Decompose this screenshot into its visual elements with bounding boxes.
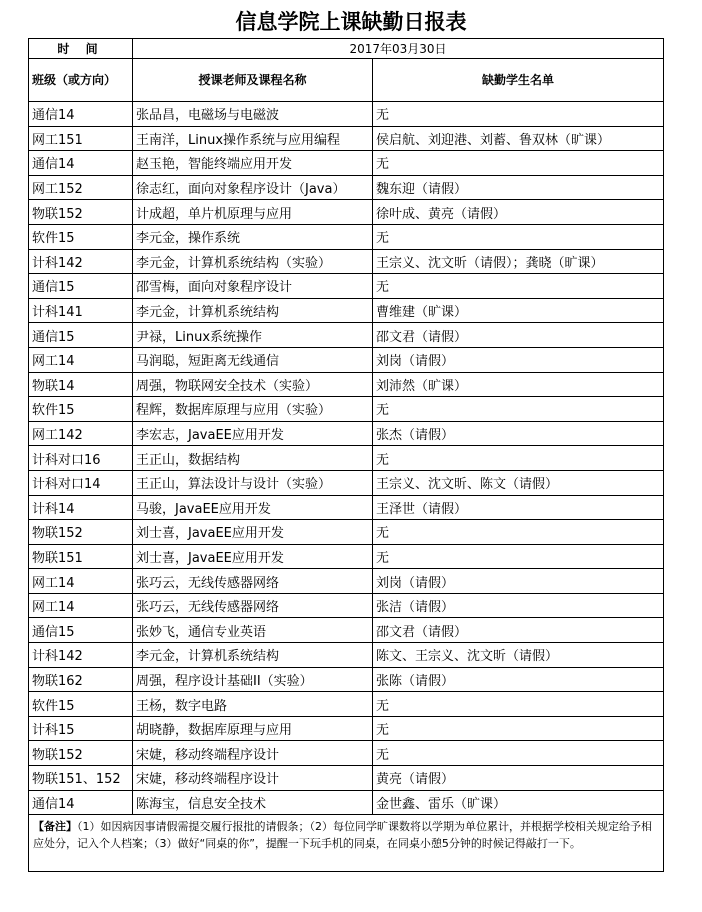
table-row (29, 298, 664, 323)
row-teacher-course: 王正山，算法设计与设计（实验） (133, 470, 373, 495)
row-class: 物联152 (29, 520, 133, 545)
row-class: 物联152 (29, 741, 133, 766)
row-absent-students: 王泽世（请假） (373, 495, 664, 520)
row-absent-students: 无 (373, 397, 664, 422)
time-row (29, 39, 664, 59)
row-absent-students: 金世鑫、雷乐（旷课） (373, 790, 664, 815)
row-absent-students: 无 (373, 716, 664, 741)
row-absent-students: 陈文、王宗义、沈文昕（请假） (373, 643, 664, 668)
row-absent-students: 刘岗（请假） (373, 569, 664, 594)
row-absent-students: 无 (373, 446, 664, 471)
table-row (29, 224, 664, 249)
note-text: （1）如因病因事请假需提交履行报批的请假条；（2）每位同学旷课数将以学期为单位累计，并根据学校相关规定给予相应处分，记入个人档案；（3）做好“同桌的你”，提醒一下玩手机的同桌，在同桌小憩5分钟的时候记得敲打一下。 (33, 820, 652, 851)
row-absent-students: 无 (373, 692, 664, 717)
row-teacher-course: 宋婕，移动终端程序设计 (133, 766, 373, 791)
table-row (29, 790, 664, 815)
table-row (29, 495, 664, 520)
row-teacher-course: 邵雪梅，面向对象程序设计 (133, 274, 373, 299)
table-row (29, 667, 664, 692)
row-absent-students: 邵文君（请假） (373, 618, 664, 643)
row-class: 软件15 (29, 397, 133, 422)
table-row (29, 323, 664, 348)
row-teacher-course: 李元金，操作系统 (133, 224, 373, 249)
header-class: 班级（或方向） (29, 59, 133, 102)
row-class: 通信14 (29, 102, 133, 127)
row-class: 计科141 (29, 298, 133, 323)
table-row (29, 249, 664, 274)
table-row (29, 766, 664, 791)
table-row (29, 618, 664, 643)
row-teacher-course: 赵玉艳，智能终端应用开发 (133, 151, 373, 176)
row-absent-students: 张陈（请假） (373, 667, 664, 692)
row-absent-students: 张杰（请假） (373, 421, 664, 446)
note-label: 【备注】 (33, 820, 77, 834)
row-class: 网工14 (29, 569, 133, 594)
row-absent-students: 无 (373, 224, 664, 249)
table-row (29, 151, 664, 176)
row-class: 网工152 (29, 175, 133, 200)
row-class: 计科142 (29, 249, 133, 274)
row-class: 物联162 (29, 667, 133, 692)
row-teacher-course: 李元金，计算机系统结构 (133, 643, 373, 668)
header-absent-students: 缺勤学生名单 (373, 59, 664, 102)
table-row (29, 200, 664, 225)
attendance-table (28, 38, 664, 872)
row-absent-students: 刘沛然（旷课） (373, 372, 664, 397)
row-class: 软件15 (29, 692, 133, 717)
row-class: 网工142 (29, 421, 133, 446)
row-class: 计科15 (29, 716, 133, 741)
table-row (29, 347, 664, 372)
row-teacher-course: 宋婕，移动终端程序设计 (133, 741, 373, 766)
row-class: 物联151 (29, 544, 133, 569)
row-class: 通信14 (29, 790, 133, 815)
row-class: 通信15 (29, 618, 133, 643)
row-class: 网工14 (29, 347, 133, 372)
row-class: 网工14 (29, 593, 133, 618)
row-class: 物联14 (29, 372, 133, 397)
row-teacher-course: 徐志红，面向对象程序设计（Java） (133, 175, 373, 200)
row-absent-students: 王宗义、沈文昕（请假）；龚晓（旷课） (373, 249, 664, 274)
note-cell (29, 815, 664, 872)
row-teacher-course: 胡晓静，数据库原理与应用 (133, 716, 373, 741)
row-class: 物联151、152 (29, 766, 133, 791)
row-absent-students: 无 (373, 741, 664, 766)
row-class: 通信14 (29, 151, 133, 176)
row-teacher-course: 马润聪，短距离无线通信 (133, 347, 373, 372)
table-row (29, 372, 664, 397)
row-absent-students: 无 (373, 102, 664, 127)
row-class: 计科对口14 (29, 470, 133, 495)
row-teacher-course: 刘士喜，JavaEE应用开发 (133, 520, 373, 545)
table-row (29, 126, 664, 151)
report-title: 信息学院上课缺勤日报表 (235, 9, 467, 34)
row-absent-students: 王宗义、沈文昕、陈文（请假） (373, 470, 664, 495)
row-absent-students: 无 (373, 544, 664, 569)
row-teacher-course: 李元金，计算机系统结构 (133, 298, 373, 323)
row-teacher-course: 马骏，JavaEE应用开发 (133, 495, 373, 520)
row-class: 计科142 (29, 643, 133, 668)
row-absent-students: 徐叶成、黄亮（请假） (373, 200, 664, 225)
row-teacher-course: 李宏志，JavaEE应用开发 (133, 421, 373, 446)
row-teacher-course: 张品昌，电磁场与电磁波 (133, 102, 373, 127)
row-absent-students: 曹维建（旷课） (373, 298, 664, 323)
row-absent-students: 魏东迎（请假） (373, 175, 664, 200)
row-absent-students: 刘岗（请假） (373, 347, 664, 372)
row-class: 通信15 (29, 274, 133, 299)
table-row (29, 544, 664, 569)
row-teacher-course: 王正山，数据结构 (133, 446, 373, 471)
row-absent-students: 无 (373, 520, 664, 545)
table-row (29, 741, 664, 766)
row-teacher-course: 周强，物联网安全技术（实验） (133, 372, 373, 397)
header-teacher-course: 授课老师及课程名称 (133, 59, 373, 102)
table-row (29, 569, 664, 594)
row-teacher-course: 程辉，数据库原理与应用（实验） (133, 397, 373, 422)
row-teacher-course: 计成超，单片机原理与应用 (133, 200, 373, 225)
row-teacher-course: 陈海宝，信息安全技术 (133, 790, 373, 815)
table-row (29, 102, 664, 127)
table-row (29, 593, 664, 618)
row-teacher-course: 尹禄，Linux系统操作 (133, 323, 373, 348)
table-row (29, 421, 664, 446)
row-absent-students: 侯启航、刘迎港、刘蓄、鲁双林（旷课） (373, 126, 664, 151)
table-row (29, 643, 664, 668)
table-row (29, 520, 664, 545)
table-row (29, 692, 664, 717)
row-teacher-course: 刘士喜，JavaEE应用开发 (133, 544, 373, 569)
table-row (29, 175, 664, 200)
row-teacher-course: 张巧云，无线传感器网络 (133, 593, 373, 618)
row-teacher-course: 李元金，计算机系统结构（实验） (133, 249, 373, 274)
row-absent-students: 邵文君（请假） (373, 323, 664, 348)
row-absent-students: 无 (373, 274, 664, 299)
table-row (29, 274, 664, 299)
row-class: 通信15 (29, 323, 133, 348)
row-teacher-course: 张巧云，无线传感器网络 (133, 569, 373, 594)
row-absent-students: 无 (373, 151, 664, 176)
row-absent-students: 黄亮（请假） (373, 766, 664, 791)
row-class: 软件15 (29, 224, 133, 249)
date-value: 2017年03月30日 (133, 39, 664, 59)
row-teacher-course: 张妙飞，通信专业英语 (133, 618, 373, 643)
time-label: 时 间 (29, 39, 133, 59)
row-teacher-course: 周强，程序设计基础II（实验） (133, 667, 373, 692)
row-class: 计科14 (29, 495, 133, 520)
table-row (29, 470, 664, 495)
row-class: 网工151 (29, 126, 133, 151)
header-row (29, 59, 664, 102)
note-row (29, 815, 664, 872)
row-class: 计科对口16 (29, 446, 133, 471)
row-teacher-course: 王杨，数字电路 (133, 692, 373, 717)
row-class: 物联152 (29, 200, 133, 225)
table-row (29, 446, 664, 471)
table-row (29, 716, 664, 741)
table-row (29, 397, 664, 422)
row-absent-students: 张洁（请假） (373, 593, 664, 618)
row-teacher-course: 王南洋，Linux操作系统与应用编程 (133, 126, 373, 151)
